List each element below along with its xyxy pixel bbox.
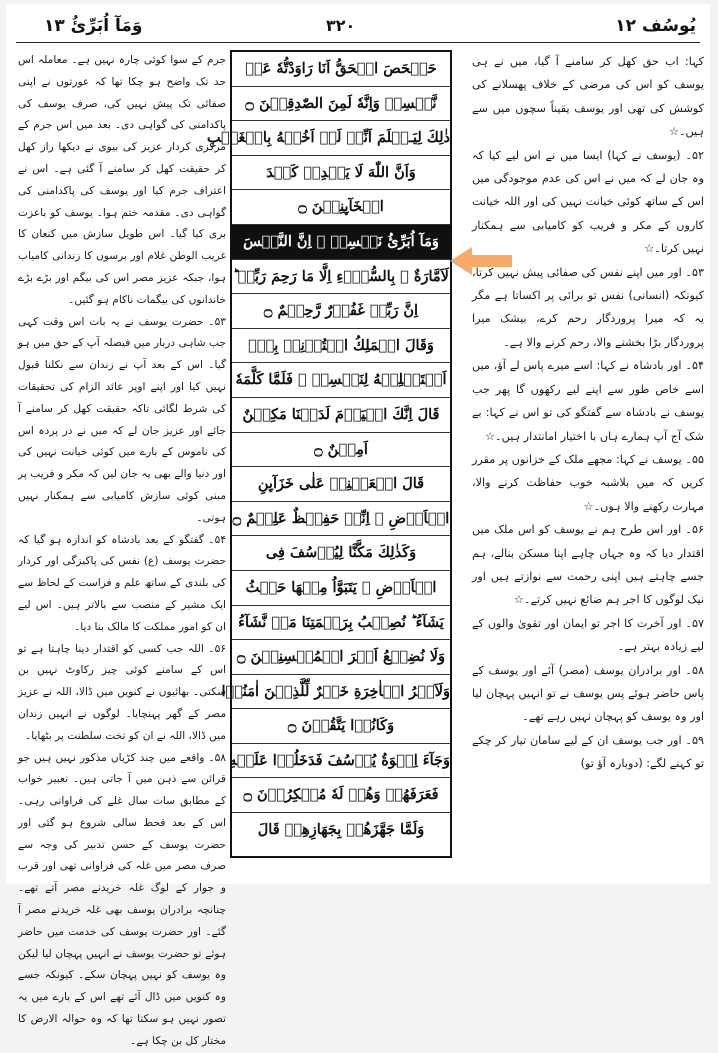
ayah-line: وَلَمَّا جَهَّزَهُمۡ بِجَهَازِهِمۡ قَالَ — [257, 821, 425, 839]
commentary-para: ۵۴۔ گفتگو کے بعد بادشاہ کو اندازہ ہو گیا کہ حضرت یوسف (ع) نفس کی پاکیزگی اور کردار کی بلندی کے ساتھ علم و فراست کے لحاظ سے ایک مشیر کے منصب سے بالاتر ہیں۔ اس لیے ان کو امور مملکت کا مالک بنا دیا۔ — [18, 533, 226, 633]
ayah-line: اَمِيۡنٌ ۝ — [232, 433, 450, 468]
translation-para: ۵۵۔ یوسف نے کہا: مجھے ملک کے خزانوں پر مقرر کریں کہ میں بلاشبہ خوب حفاظت کرنے والا، مہارت رکھنے والا ہوں۔☆ — [472, 452, 704, 513]
translation-para: ۵۸۔ اور برادران یوسف (مصر) آئے اور یوسف کے پاس حاضر ہوئے پس یوسف نے تو انہیں پہچان لیا اور وہ یوسف کو پہچان نہیں رہے تھے۔ — [472, 663, 704, 724]
quran-page — [6, 4, 710, 1047]
ayah-line: وَكَذٰلِكَ مَكَّنَّا لِيُوۡسُفَ فِى — [232, 536, 450, 571]
translation-para: ۵۴۔ اور بادشاہ نے کہا: اسے میرے پاس لے آؤ، میں اسے خاص طور سے اپنے لیے رکھوں گا پھر جب یوسف نے بادشاہ سے گفتگو کی تو اس نے کہا: بے شک آج آپ ہمارے ہاں با اختیار امانتدار ہیں۔☆ — [472, 359, 704, 443]
ayah-line: وَكَانُوۡا يَتَّقُوۡنَ ۝ — [232, 709, 450, 744]
translation-para: ۵۳۔ اور میں اپنے نفس کی صفائی پیش نہیں کرتا، کیونکہ (انسانی) نفس تو برائی پر اکساتا ہے مگر یہ کہ میرا پروردگار رحم کرے، بیشک میرا پروردگار بڑا بخشنے والا، رحم کرنے والا ہے۔ — [472, 265, 704, 349]
ayah-line: نَّفۡسِهٖ وَاِنَّهٗ لَمِنَ الصّٰدِقِيۡنَ ۝ — [232, 87, 450, 122]
ayah-line: اِنَّ رَبِّىۡ غَفُوۡرٌ رَّحِيۡمٌ ۝ — [232, 294, 450, 329]
ayah-line: اَسۡتَخۡلِصۡهُ لِنَفۡسِىۡ ۚ فَلَمَّا كَلَّمَهٗ — [232, 363, 450, 398]
ayah-line: وَلَاَجۡرُ الۡاٰخِرَةِ خَيۡرٌ لِّلَّذِيۡنَ اٰمَنُوۡا — [232, 675, 450, 710]
header-divider — [16, 42, 700, 43]
ayah-line: وَقَالَ الۡمَلِكُ ائۡتُوۡنِىۡ بِهٖۤ — [232, 329, 450, 364]
ayah-line: ذٰلِكَ لِيَـعۡلَمَ اَنِّىۡ لَمۡ اَخُنۡهُ بِالۡغَيۡبِ — [232, 121, 450, 156]
juz-title: وَمَآ اُبَرِّئُ ۱۳ — [44, 16, 143, 36]
translation-para: ۵۶۔ اور اس طرح ہم نے یوسف کو اس ملک میں اقتدار دیا کہ وہ جہاں چاہے اپنا مسکن بنالے، ہم جسے چاہتے ہیں اپنی رحمت سے نوازتے ہیں اور نیک لوگوں کا اجر ہم ضائع نہیں کرتے۔☆ — [472, 523, 704, 607]
highlighted-ayah-line: وَمَآ اُبَرِّئُ نَفۡسِىۡ ۚ اِنَّ النَّفۡسَ — [232, 225, 450, 260]
translation-para: ۵۹۔ اور جب یوسف ان کے لیے سامان تیار کر چکے تو کہنے لگے: (دوبارہ آؤ تو) — [472, 733, 704, 771]
ayah-line: الۡاَرۡضِ ۚ اِنِّىۡ حَفِيۡظٌ عَلِيۡمٌ ۝ — [232, 502, 450, 537]
surah-title: یُوسُف ۱۲ — [615, 16, 696, 36]
arabic-text-box — [206, 50, 452, 858]
translation-column — [472, 50, 704, 870]
ayah-line: الۡخَآٮِٕنِيۡنَ ۝ — [232, 190, 450, 225]
commentary-column — [18, 50, 226, 1047]
ayah-line: قَالَ اجۡعَلۡنِىۡ عَلٰى خَزَآٮِٕنِ — [232, 467, 450, 502]
ayah-line: قَالَ اِنَّكَ الۡيَوۡمَ لَدَيۡنَا مَكِيۡنٌ — [232, 398, 450, 433]
ayah-line: وَاَنَّ اللّٰهَ لَا يَهۡدِىۡ كَيۡدَ — [232, 156, 450, 191]
translation-para: کہا: اب حق کھل کر سامنے آ گیا، میں نے ہی یوسف کو اس کی مرضی کے خلاف پھسلانے کی کوشش کی تھی اور یوسف یقیناً سچوں میں سے ہیں۔☆ — [472, 55, 704, 139]
ayah-line: وَلَا نُضِيۡعُ اَجۡرَ الۡمُحۡسِنِيۡنَ ۝ — [232, 640, 450, 675]
page-header — [6, 4, 710, 46]
commentary-para: ۵۶۔ اللہ جب کسی کو اقتدار دینا چاہتا ہے تو اس کے سامنے کوئی چیز رکاوٹ نہیں بن سکتی۔ بھائیوں نے کنویں میں ڈالا، اللہ نے عزیز مصر کے گھر پہنچایا۔ لوگوں نے انہیں زندان میں ڈالا، اللہ نے ان کو تخت سلطنت پر بٹھایا۔ — [18, 642, 226, 742]
ayah-line: فَعَرَفَهُمۡ وَهُمۡ لَهٗ مُنۡكِرُوۡنَ ۝ — [232, 778, 450, 813]
orange-pointer-arrow-icon — [450, 246, 512, 276]
translation-para: ۵۲۔ (یوسف نے کہا) ایسا میں نے اس لیے کیا کہ وہ جان لے کہ میں نے اس کی عدم موجودگی میں اس کے ساتھ کوئی خیانت نہیں کی اور اللہ خیانت کاروں کے مکر و فریب کو کامیابی سے ہمکنار نہیں کرتا۔☆ — [472, 148, 704, 256]
commentary-para: ۵۳۔ حضرت یوسف نے یہ بات اس وقت کہی جب شاہی دربار میں فیصلہ آپ کے حق میں ہو گیا۔ اس کے بعد آپ نے زندان سے نکلنا قبول نہیں کیا اور اپنے اوپر عائد الزام کی تحقیقات کی شرط لگائی تاکہ حقیقت کھل کر سامنے آ جائے اور عزیز جان لے کہ میں نے در پردہ اس کی ناموس کے بارے میں کوئی خیانت نہیں کی اور دنیا والے بھی یہ جان لیں کہ مکر و فریب پر مبنی کوئی سازش کامیابی سے ہمکنار نہیں ہوتی۔ — [18, 315, 226, 524]
ayah-line: لَاَمَّارَةٌ ۢ بِالسُّوۡٓءِ اِلَّا مَا رَحِمَ رَبِّىۡ ؕ — [232, 260, 450, 295]
commentary-para: جرم کے سوا کوئی چارہ نہیں ہے۔ معاملہ اس حد تک واضح ہو چکا تھا کہ عورتوں نے اپنی صفائی تک پیش نہیں کی، صرف یوسف کی پاکدامنی کی گواہی دی۔ بعد میں اس جرم کے مرکزی کردار عزیز کی بیوی نے دیکھا راز کھل کر حقیقت کھل کر سامنے آ گئی ہے۔ اس نے اعتراف جرم کیا اور یوسف کی پاکدامنی کی گواہی دی۔ مقدمہ ختم ہوا۔ یوسف کو باعزت بری کیا گیا۔ اس طویل سازش میں کنعان کا غریب الوطن غلام اور برسوں کا زندانی کامیاب ہوا، جبکہ عزیز مصر اس کی بیگم اور بڑے بڑے خاندانوں کی بیگمات ناکام ہو گئیں۔ — [18, 54, 226, 306]
commentary-para: ۵۸۔ واقعے میں چند کڑیاں مذکور نہیں ہیں جو قرائن سے ذہن میں آ جاتی ہیں۔ تعبیر خواب کے مطابق سات سال غلے کی فراوانی رہی۔ اس کے بعد قحط سالی شروع ہو گئی اور حضرت یوسف کے حسن تدبیر کی وجہ سے صرف مصر میں غلہ کی فراوانی تھی اور قرب و جوار کے لوگ غلہ خریدنے مصر آتے تھے۔ چنانچہ برادران یوسف بھی غلہ خریدنے مصر آ گئے۔ اور حضرت یوسف کی خدمت میں حاضر ہوئے تو حضرت یوسف نے انہیں پہچان لیا لیکن وہ یوسف کو نہیں پہچان سکے۔ کیونکہ جسے وہ کنویں میں ڈال آئے تھے اس کے بارے میں یہ تصور نہیں ہو سکتا تھا کہ وہ حوالہ الارض کا مختار کل بن چکا ہے۔ — [18, 751, 226, 1047]
page-number: ۳۲۰ — [326, 16, 356, 35]
ayah-line: يَشَآءُ ؕ نُصِيۡبُ بِرَحۡمَتِنَا مَنۡ نَّشَآءُ — [232, 606, 450, 641]
ayah-line: حَصۡحَصَ الۡحَقُّ اَنَا رَاوَدْتُّهٗ عَنۡ — [232, 52, 450, 87]
translation-para: ۵۷۔ اور آخرت کا اجر تو ایمان اور تقویٰ والوں کے لیے زیادہ بہتر ہے۔ — [472, 616, 704, 654]
ayah-line: الۡاَرۡضِ ۚ يَتَبَوَّاُ مِنۡهَا حَيۡثُ — [232, 571, 450, 606]
ayah-line: وَجَآءَ اِخۡوَةُ يُوۡسُفَ فَدَخَلُوۡا عَلَيۡهِ — [232, 744, 450, 779]
